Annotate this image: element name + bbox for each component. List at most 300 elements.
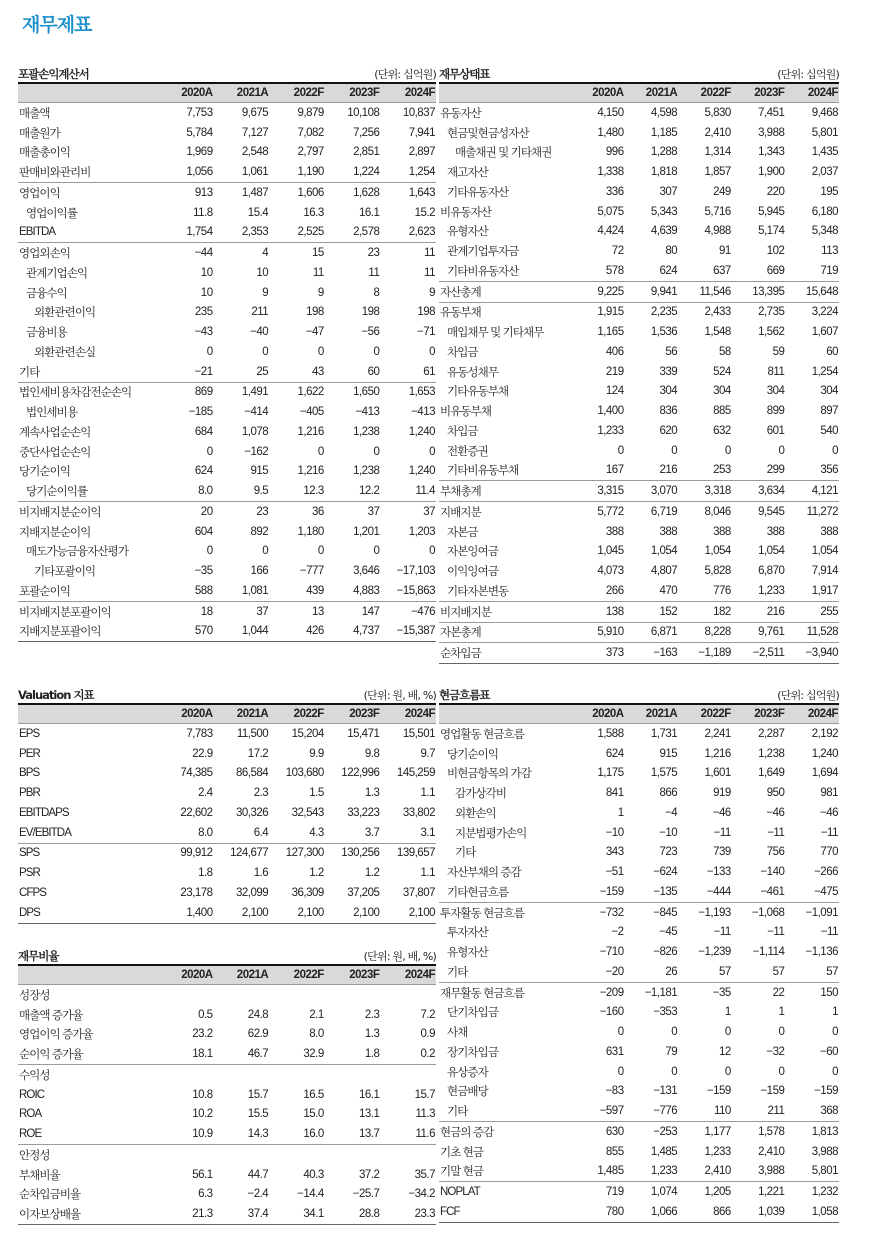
value-cell: 16.1 (358, 1088, 380, 1101)
value-cell: 13.1 (358, 1108, 380, 1121)
row-label: 자본금 (447, 526, 478, 539)
value-cell: 1,066 (650, 1205, 678, 1218)
table-row (439, 241, 839, 261)
value-cell: 869 (158, 382, 214, 402)
row-label: 법인세비용 (26, 407, 78, 420)
value-cell: −35 (678, 982, 732, 1002)
value-cell: 110 (713, 1105, 731, 1118)
table-row (439, 783, 839, 803)
value-cell: 37.2 (358, 1168, 380, 1181)
value-cell: 1,190 (297, 166, 324, 179)
value-cell: 950 (766, 787, 785, 800)
value-cell: 1,254 (811, 365, 838, 378)
column-header: 2024F (380, 705, 436, 724)
value-cell: −624 (653, 866, 678, 879)
row-label: 계속사업순손익 (19, 426, 91, 439)
value-cell: 0 (206, 445, 213, 458)
table-row (439, 103, 839, 123)
table-row (439, 962, 839, 982)
value-cell: 5,716 (704, 205, 731, 218)
value-cell: 253 (713, 464, 731, 477)
value-cell: 2,578 (353, 226, 380, 239)
row-label: 현금의 증감 (439, 1122, 571, 1142)
value-cell: 22.9 (192, 747, 213, 760)
header-label-cell (18, 966, 158, 985)
value-cell: 524 (713, 365, 731, 378)
value-cell: 37,807 (402, 886, 435, 899)
value-cell: 8 (373, 286, 380, 299)
value-cell: 23 (214, 502, 270, 522)
value-cell: 5,828 (704, 565, 731, 578)
value-cell: 1,754 (186, 226, 213, 239)
table-row (18, 402, 436, 422)
value-cell: 1.2 (364, 867, 380, 880)
value-cell: 1.6 (253, 867, 269, 880)
table-row (18, 1065, 436, 1085)
value-cell: 3,315 (571, 481, 625, 502)
value-cell: 15 (269, 243, 325, 263)
value-cell: 6,870 (758, 565, 785, 578)
table-row (18, 843, 436, 863)
value-cell: −776 (653, 1105, 678, 1118)
row-label: 매출액 (19, 107, 50, 120)
cashflow-title: 현금흐름표 (439, 688, 490, 702)
value-cell: 1,216 (297, 465, 324, 478)
value-cell: −46 (766, 806, 785, 819)
value-cell: 1.3 (364, 787, 380, 800)
value-cell: 11,272 (785, 502, 839, 522)
value-cell: 2.4 (198, 787, 213, 800)
row-label: 당기순이익 (19, 466, 71, 479)
table-row (18, 342, 436, 362)
value-cell: 11,500 (236, 727, 269, 740)
row-label: 관계기업손익 (26, 267, 88, 280)
value-cell: 1,917 (811, 584, 838, 597)
row-label: 성장성 (19, 989, 50, 1002)
value-cell: 0 (778, 1026, 785, 1039)
value-cell: −60 (819, 1045, 838, 1058)
value-cell: 1,588 (597, 727, 624, 740)
value-cell: −2.4 (247, 1188, 269, 1201)
valuation-table (18, 705, 436, 924)
table-row (18, 764, 436, 784)
row-label: 매출액 증가율 (19, 1009, 83, 1022)
table-row (18, 143, 436, 163)
row-label: 비지배지분포괄이익 (18, 601, 158, 621)
value-cell: 7,082 (297, 126, 324, 139)
value-cell: −1,068 (732, 902, 786, 922)
balance-sheet-panel (439, 66, 839, 664)
value-cell: 10.9 (192, 1128, 213, 1141)
value-cell: 21.3 (192, 1208, 213, 1221)
value-cell: −34.2 (408, 1188, 435, 1201)
table-row (18, 542, 436, 562)
value-cell: 16.3 (303, 206, 324, 219)
value-cell: 1,314 (704, 146, 731, 159)
ratios-table (18, 966, 436, 1225)
value-cell: 9,468 (811, 106, 838, 119)
value-cell: 1,175 (597, 767, 624, 780)
value-cell: −444 (706, 885, 731, 898)
value-cell: 11 (368, 266, 380, 279)
value-cell: 780 (605, 1205, 624, 1218)
table-row (18, 162, 436, 182)
row-label: 기타자본변동 (447, 585, 509, 598)
value-cell: 211 (767, 1105, 785, 1118)
valuation-title: Valuation 지표 (18, 688, 94, 702)
value-cell: 3,988 (811, 1145, 838, 1158)
value-cell: 56 (665, 345, 678, 358)
table-row (439, 902, 839, 922)
table-row (439, 182, 839, 202)
row-label: 유형자산 (447, 226, 488, 239)
value-cell: 211 (251, 306, 269, 319)
row-label: 비지배지분 (439, 601, 571, 622)
value-cell: 37 (214, 601, 270, 621)
value-cell: 1.8 (198, 867, 213, 880)
value-cell: 37,205 (347, 886, 380, 899)
value-cell: 1,054 (704, 545, 731, 558)
row-label: 지분법평가손익 (455, 827, 527, 840)
value-cell: −140 (760, 866, 785, 879)
income-statement-unit: (단위: 십억원) (374, 68, 436, 81)
value-cell: 1,224 (353, 166, 380, 179)
table-row (439, 803, 839, 823)
value-cell: 1,205 (678, 1182, 732, 1202)
value-cell: 9,225 (571, 281, 625, 302)
value-cell: −710 (599, 946, 624, 959)
table-row (439, 1202, 839, 1222)
value-cell: 2,433 (678, 302, 732, 322)
value-cell: 28.8 (358, 1208, 380, 1221)
table-row (18, 382, 436, 402)
table-row (439, 522, 839, 542)
row-label: 유동자산 (440, 107, 481, 120)
value-cell: 7,127 (241, 126, 269, 139)
row-label: SPS (18, 843, 158, 863)
value-cell: 388 (713, 525, 731, 538)
value-cell: 33,223 (347, 806, 380, 819)
value-cell: 6.4 (253, 826, 269, 839)
table-row (439, 502, 839, 522)
value-cell: 388 (605, 525, 624, 538)
table-row (439, 261, 839, 281)
cashflow-panel (439, 687, 839, 1223)
value-cell: 836 (659, 405, 678, 418)
value-cell: 1 (832, 1006, 838, 1019)
value-cell: −11 (713, 826, 731, 839)
value-cell: 0 (778, 1065, 785, 1078)
row-label: 비현금항목의 가감 (447, 768, 531, 781)
value-cell: 1,628 (325, 183, 381, 203)
table-row (18, 1185, 436, 1205)
value-cell: 15.7 (414, 1088, 435, 1101)
value-cell: 2.3 (253, 787, 269, 800)
table-row (18, 863, 436, 883)
table-row (18, 263, 436, 283)
table-row (18, 1204, 436, 1224)
row-label: 비유동자산 (440, 206, 492, 219)
header-row (18, 705, 436, 724)
value-cell: 304 (713, 385, 731, 398)
balance-sheet-unit: (단위: 십억원) (777, 68, 839, 81)
value-cell: 219 (605, 365, 624, 378)
table-row (18, 243, 436, 263)
value-cell: 166 (250, 565, 269, 578)
value-cell: 12.2 (358, 485, 380, 498)
column-header: 2021A (214, 705, 270, 724)
row-label: 현금및현금성자산 (447, 127, 529, 140)
value-cell: 0 (429, 445, 435, 458)
value-cell: −4 (665, 806, 678, 819)
value-cell: 0 (617, 1065, 624, 1078)
value-cell: 74,385 (180, 767, 213, 780)
value-cell: 9 (317, 286, 324, 299)
value-cell: 0 (206, 345, 213, 358)
value-cell: 32,543 (291, 806, 324, 819)
row-label: 이익잉여금 (447, 566, 499, 579)
row-label: 부채총계 (439, 481, 571, 502)
value-cell: 915 (250, 465, 269, 478)
value-cell: 5,348 (811, 225, 838, 238)
value-cell: 1,177 (678, 1122, 732, 1142)
table-row (18, 322, 436, 342)
column-header: 2023F (325, 84, 381, 103)
value-cell: 1,857 (704, 166, 731, 179)
value-cell: −32 (766, 1045, 785, 1058)
value-cell: 1,232 (785, 1182, 839, 1202)
row-label: 금융비용 (26, 327, 67, 340)
value-cell: 122,996 (341, 767, 380, 780)
row-label: 기타 (447, 966, 468, 979)
row-label: 기타 (447, 1106, 468, 1119)
value-cell: 7,451 (758, 106, 785, 119)
value-cell: 0 (671, 444, 678, 457)
page-title: 재무제표 (22, 14, 92, 36)
value-cell: 35.7 (414, 1168, 435, 1181)
table-row (439, 643, 839, 664)
value-cell: 1,044 (241, 625, 269, 638)
row-label: 순이익 증가율 (19, 1049, 83, 1062)
balance-sheet-table (439, 84, 839, 664)
value-cell: 4,639 (650, 225, 678, 238)
row-label: EBITDA (19, 226, 56, 239)
value-cell: −597 (599, 1105, 624, 1118)
value-cell: 1,288 (650, 146, 678, 159)
value-cell: 13 (269, 601, 325, 621)
value-cell: 152 (625, 601, 679, 622)
value-cell: 124 (605, 385, 624, 398)
row-label: 외환손익 (455, 807, 496, 820)
row-label: 매입채무 및 기타채무 (447, 327, 544, 340)
table-row (439, 222, 839, 242)
value-cell: 1,074 (625, 1182, 679, 1202)
value-cell: 57 (772, 965, 785, 978)
value-cell: 1,203 (408, 525, 435, 538)
value-cell: 388 (659, 525, 678, 538)
value-cell: 1,185 (650, 126, 678, 139)
table-row (18, 502, 436, 522)
row-label: 유동부채 (439, 302, 571, 322)
row-label: PER (19, 747, 40, 760)
value-cell: 8,046 (678, 502, 732, 522)
table-row (439, 862, 839, 882)
value-cell: 0 (317, 345, 324, 358)
value-cell: 15,471 (347, 727, 380, 740)
table-row (439, 342, 839, 362)
value-cell: 1,216 (297, 425, 324, 438)
value-cell: 0 (832, 1065, 838, 1078)
value-cell: 1.1 (420, 867, 435, 880)
value-cell: −45 (659, 926, 678, 939)
value-cell: −1,193 (678, 902, 732, 922)
value-cell: 60 (367, 365, 380, 378)
row-label: 영업이익 증가율 (19, 1029, 93, 1042)
value-cell: 2,100 (408, 906, 435, 919)
balance-sheet-title: 재무상태표 (439, 67, 490, 81)
value-cell: 0 (832, 444, 838, 457)
value-cell: 145,259 (396, 767, 435, 780)
table-row (18, 442, 436, 462)
value-cell: 11.4 (415, 485, 435, 498)
value-cell: 9,761 (732, 622, 786, 643)
value-cell: −405 (299, 406, 324, 419)
value-cell: 2,623 (408, 226, 435, 239)
table-row (439, 923, 839, 943)
row-label: 영업이익 (18, 183, 158, 203)
value-cell: −11 (713, 926, 731, 939)
value-cell: 2,235 (625, 302, 679, 322)
value-cell: 6.3 (198, 1188, 213, 1201)
column-header: 2021A (625, 705, 679, 724)
table-row (18, 985, 436, 1005)
row-label: NOPLAT (439, 1182, 571, 1202)
value-cell: 5,801 (811, 1165, 838, 1178)
row-label: 비지배지분순이익 (18, 502, 158, 522)
value-cell: 37 (380, 502, 436, 522)
row-label: 매출채권 및 기타채권 (455, 147, 552, 160)
table-row (439, 461, 839, 481)
value-cell: 897 (820, 405, 838, 418)
income-statement-title: 포괄손익계산서 (18, 67, 89, 81)
value-cell: −44 (158, 243, 214, 263)
value-cell: 1,165 (597, 326, 624, 339)
value-cell: −826 (653, 946, 678, 959)
value-cell: 91 (718, 245, 731, 258)
value-cell (269, 1065, 325, 1085)
income-statement-table (18, 84, 436, 642)
value-cell: 10,837 (402, 106, 435, 119)
value-cell: −1,239 (698, 946, 731, 959)
table-row (18, 422, 436, 442)
value-cell: 336 (605, 185, 624, 198)
row-label: 비유동부채 (440, 406, 492, 419)
header-label-cell (18, 705, 158, 724)
value-cell: 18 (158, 601, 214, 621)
value-cell: 16.5 (303, 1088, 324, 1101)
value-cell: −1,181 (625, 982, 679, 1002)
row-label: 장기차입금 (447, 1046, 499, 1059)
table-row (439, 281, 839, 302)
table-row (439, 764, 839, 784)
value-cell: −131 (653, 1085, 678, 1098)
column-header: 2020A (158, 84, 214, 103)
table-row (439, 401, 839, 421)
value-cell: −46 (712, 806, 731, 819)
ratios-unit: (단위: 원, 배, %) (363, 950, 436, 963)
row-label: CFPS (19, 886, 47, 899)
value-cell: 2,410 (704, 126, 731, 139)
table-row (439, 581, 839, 601)
value-cell: 1.5 (309, 787, 324, 800)
value-cell: 719 (820, 264, 838, 277)
table-row (18, 223, 436, 243)
value-cell: 15,501 (402, 727, 435, 740)
row-label: EBITDAPS (19, 806, 69, 819)
value-cell: 631 (605, 1045, 624, 1058)
table-row (18, 103, 436, 123)
value-cell: −777 (299, 565, 324, 578)
table-row (439, 942, 839, 962)
value-cell: 9,545 (732, 502, 786, 522)
value-cell: 7.2 (420, 1008, 435, 1021)
table-row (18, 123, 436, 143)
value-cell: 11 (380, 243, 436, 263)
value-cell: 1,731 (650, 727, 678, 740)
value-cell: −20 (605, 965, 624, 978)
table-row (18, 1105, 436, 1125)
value-cell: 3,646 (353, 565, 380, 578)
table-row (439, 843, 839, 863)
value-cell (214, 1145, 270, 1165)
table-row (18, 744, 436, 764)
value-cell: 684 (194, 425, 213, 438)
row-label: 현금배당 (447, 1086, 488, 1099)
value-cell: 1,653 (380, 382, 436, 402)
value-cell: 12.3 (303, 485, 324, 498)
value-cell: 0 (671, 1065, 678, 1078)
value-cell: −47 (305, 326, 324, 339)
value-cell: 127,300 (269, 843, 325, 863)
value-cell: −414 (244, 406, 269, 419)
row-label: EPS (19, 727, 40, 740)
row-label: 매출총이익 (19, 147, 71, 160)
value-cell: −14.4 (297, 1188, 324, 1201)
value-cell: 439 (306, 584, 324, 597)
value-cell: 33,802 (402, 806, 435, 819)
header-row (439, 84, 839, 103)
table-row (18, 1085, 436, 1105)
value-cell (325, 985, 381, 1005)
cashflow-table (439, 705, 839, 1223)
value-cell: 719 (571, 1182, 625, 1202)
value-cell: 44.7 (247, 1168, 269, 1181)
value-cell: 40.3 (303, 1168, 324, 1181)
value-cell: −845 (625, 902, 679, 922)
value-cell: −11 (820, 926, 838, 939)
value-cell: 3,988 (758, 1165, 785, 1178)
table-row (18, 283, 436, 303)
row-label: 단기차입금 (447, 1007, 499, 1020)
value-cell: 10 (200, 286, 213, 299)
value-cell: 1,818 (650, 166, 678, 179)
value-cell: −46 (819, 806, 838, 819)
value-cell: 8.0 (309, 1028, 324, 1041)
table-row (439, 1042, 839, 1062)
column-header: 2023F (732, 705, 786, 724)
row-label: 자본잉여금 (447, 546, 499, 559)
value-cell: 20 (158, 502, 214, 522)
